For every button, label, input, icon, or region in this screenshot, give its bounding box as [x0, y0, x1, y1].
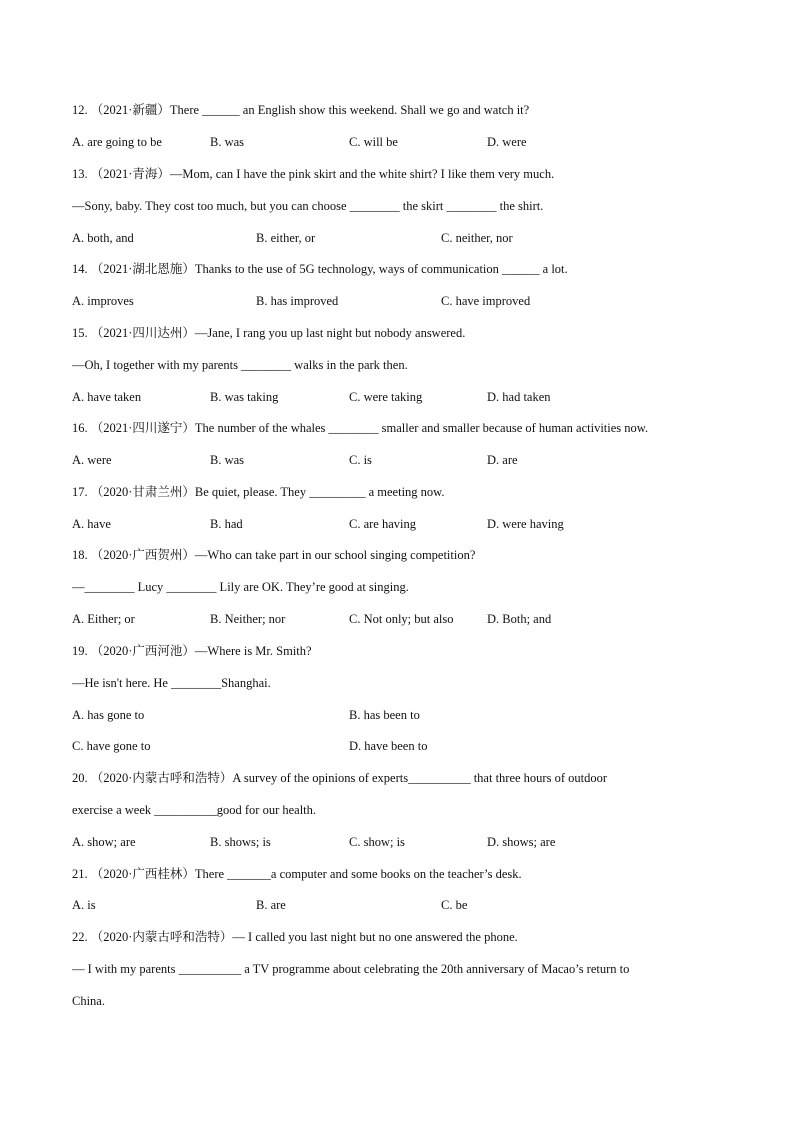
q20-stem-line2: exercise a week __________good for our health. — [72, 803, 317, 817]
q17-options — [0, 515, 794, 533]
q12-option-d: D. were — [487, 135, 527, 149]
q20-stem: 20. （2020·内蒙古呼和浩特）A survey of the opinions of experts__________ that three hours of outdoor — [72, 771, 608, 785]
q12-option-c: C. will be — [349, 135, 398, 149]
q18-options — [0, 610, 794, 628]
q18-option-b: B. Neither; nor — [210, 612, 286, 626]
q13-stem-line2: —Sony, baby. They cost too much, but you can choose ________ the skirt ________ the shirt. — [72, 199, 544, 213]
q21-option-b: B. are — [256, 898, 286, 912]
q13-options — [0, 229, 794, 247]
q22-stem-line3: China. — [72, 994, 105, 1008]
q16-stem: 16. （2021·四川遂宁）The number of the whales ________ smaller and smaller because of human activities now. — [72, 421, 649, 435]
q15-stem-line2: —Oh, I together with my parents ________ walks in the park then. — [72, 358, 408, 372]
q12-option-b: B. was — [210, 135, 245, 149]
q16-option-b: B. was — [210, 453, 245, 467]
q14-options — [0, 292, 794, 310]
q15-option-c: C. were taking — [349, 390, 423, 404]
q16-option-c: C. is — [349, 453, 372, 467]
q21-option-a: A. is — [72, 898, 96, 912]
q12-option-a: A. are going to be — [72, 135, 162, 149]
q12-options — [0, 133, 794, 151]
q20-option-c: C. show; is — [349, 835, 405, 849]
q18-stem-line2: —________ Lucy ________ Lily are OK. They’re good at singing. — [72, 580, 409, 594]
q19-option-c: C. have gone to — [72, 739, 151, 753]
q20-option-d: D. shows; are — [487, 835, 556, 849]
q18-stem: 18. （2020·广西贺州）—Who can take part in our school singing competition? — [72, 548, 476, 562]
q12-stem: 12. （2021·新疆）There ______ an English show this weekend. Shall we go and watch it? — [72, 103, 530, 117]
q15-option-d: D. had taken — [487, 390, 551, 404]
q15-option-a: A. have taken — [72, 390, 142, 404]
q20-option-b: B. shows; is — [210, 835, 271, 849]
q16-options — [0, 451, 794, 469]
q18-option-d: D. Both; and — [487, 612, 552, 626]
q18-option-a: A. Either; or — [72, 612, 135, 626]
q17-option-c: C. are having — [349, 517, 416, 531]
q19-stem: 19. （2020·广西河池）—Where is Mr. Smith? — [72, 644, 312, 658]
q13-stem: 13. （2021·青海）—Mom, can I have the pink skirt and the white shirt? I like them very much. — [72, 167, 555, 181]
q16-option-d: D. are — [487, 453, 518, 467]
q17-option-d: D. were having — [487, 517, 564, 531]
q17-option-a: A. have — [72, 517, 111, 531]
q18-option-c: C. Not only; but also — [349, 612, 454, 626]
q15-options — [0, 388, 794, 406]
q22-stem-line2: — I with my parents __________ a TV programme about celebrating the 20th anniversary of Macao’s return to — [72, 962, 630, 976]
q19-options — [0, 706, 794, 724]
q17-stem: 17. （2020·甘肃兰州）Be quiet, please. They _________ a meeting now. — [72, 485, 445, 499]
q19-stem-line2: —He isn't here. He ________Shanghai. — [72, 676, 271, 690]
q21-option-c: C. be — [441, 898, 468, 912]
q13-option-c: C. neither, nor — [441, 231, 513, 245]
q19-options-row2 — [0, 737, 794, 755]
q22-stem: 22. （2020·内蒙古呼和浩特）— I called you last night but no one answered the phone. — [72, 930, 518, 944]
q17-option-b: B. had — [210, 517, 243, 531]
q21-options — [0, 896, 794, 914]
q15-option-b: B. was taking — [210, 390, 279, 404]
q20-option-a: A. show; are — [72, 835, 136, 849]
q21-stem: 21. （2020·广西桂林）There _______a computer and some books on the teacher’s desk. — [72, 867, 522, 881]
q16-option-a: A. were — [72, 453, 112, 467]
q13-option-b: B. either, or — [256, 231, 316, 245]
q15-stem: 15. （2021·四川达州）—Jane, I rang you up last night but nobody answered. — [72, 326, 466, 340]
q14-option-c: C. have improved — [441, 294, 531, 308]
q14-option-a: A. improves — [72, 294, 134, 308]
q14-option-b: B. has improved — [256, 294, 339, 308]
q19-option-a: A. has gone to — [72, 708, 145, 722]
q19-option-b: B. has been to — [349, 708, 420, 722]
q19-option-d: D. have been to — [349, 739, 428, 753]
q14-stem: 14. （2021·湖北恩施）Thanks to the use of 5G technology, ways of communication ______ a lot. — [72, 262, 568, 276]
q20-options — [0, 833, 794, 851]
q13-option-a: A. both, and — [72, 231, 134, 245]
